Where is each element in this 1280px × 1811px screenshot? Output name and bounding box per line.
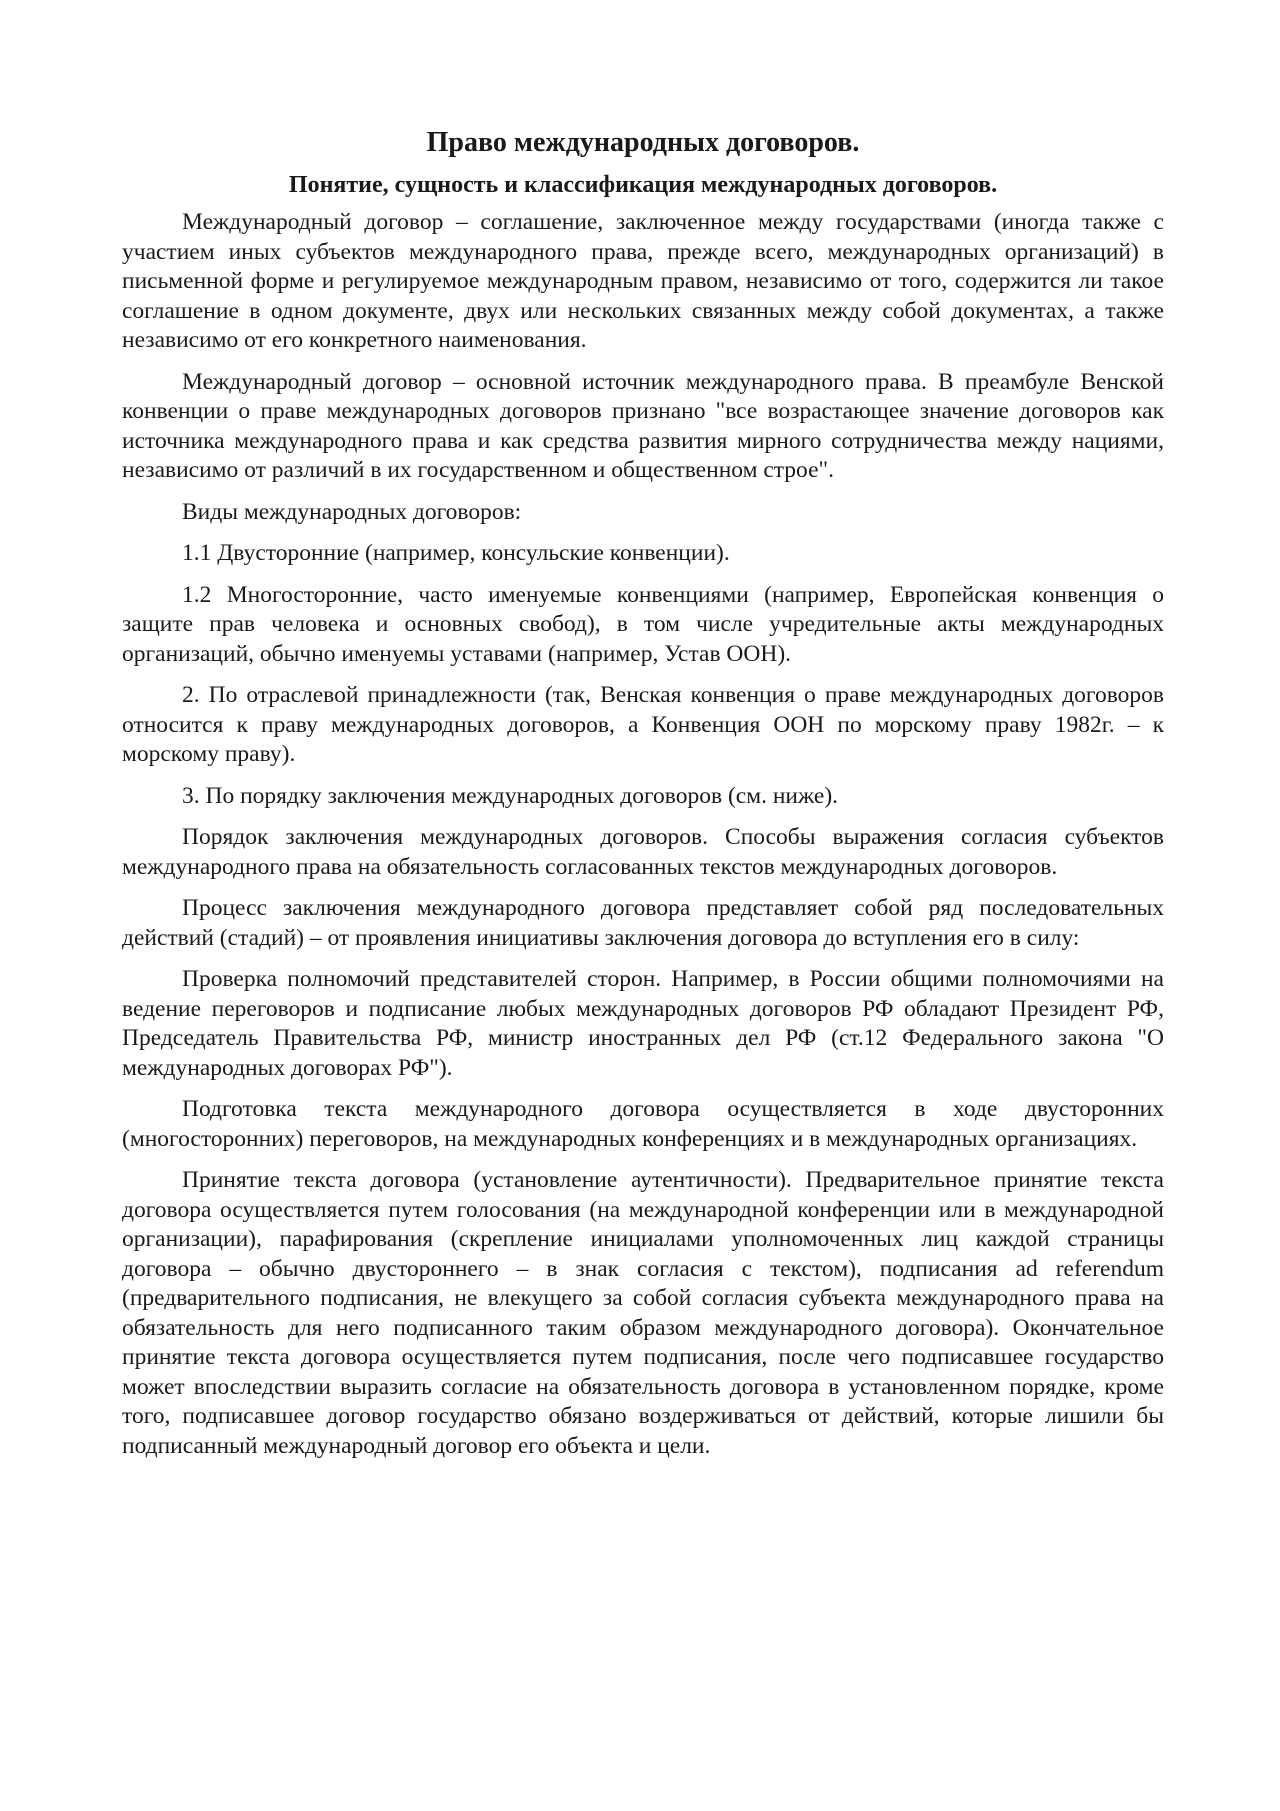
document-title: Право международных договоров. xyxy=(426,127,860,158)
paragraph-text-preparation: Подготовка текста международного договора осуществляется в ходе двусторонних (многосторонних) переговоров, на международных конференциях и в международных организациях. xyxy=(122,1096,1164,1152)
list-item-by-branch: 2. По отраслевой принадлежности (так, Венская конвенция о праве международных договоров относится к праву международных договоров, а Конвенция ООН по морскому праву 1982г. – к морскому праву). xyxy=(122,682,1164,767)
document-body xyxy=(122,125,1164,1473)
paragraph-main-source: Международный договор – основной источник международного права. В преамбуле Венской конвенции о праве международных договоров признано "все возрастающее значение договоров как источника международного права и как средства развития мирного сотрудничества между нациями, независимо от различий в их государственном и общественном строе". xyxy=(122,368,1164,483)
list-item-multilateral: 1.2 Многосторонние, часто именуемые конвенциями (например, Европейская конвенция о защите прав человека и основных свобод), в том числе учредительные акты международных организаций, обычно именуемы уставами (например, Устав ООН). xyxy=(122,581,1164,667)
list-item-by-procedure: 3. По порядку заключения международных договоров (см. ниже). xyxy=(182,782,839,809)
paragraph-definition: Международный договор – соглашение, заключенное между государствами (иногда также с участием иных субъектов международного права, прежде всего, международных организаций) в письменной форме и регулируемое международным правом, независимо от того, содержится ли такое соглашение в одном документе, двух или нескольких связанных между собой документах, а также независимо от его конкретного наименования. xyxy=(122,209,1164,353)
paragraph-process: Процесс заключения международного договора представляет собой ряд последовательных действий (стадий) – от проявления инициативы заключения договора до вступления его в силу: xyxy=(122,895,1164,951)
document-subtitle: Понятие, сущность и классификация международных договоров. xyxy=(288,172,998,198)
list-item-bilateral: 1.1 Двусторонние (например, консульские конвенции). xyxy=(182,540,730,566)
paragraph-credentials: Проверка полномочий представителей сторон. Например, в России общими полномочиями на ведение переговоров и подписание любых международных договоров РФ обладают Президент РФ, Председатель Правительства РФ, министр иностранных дел РФ (ст.12 Федерального закона "О международных договорах РФ"). xyxy=(122,966,1164,1081)
paragraph-conclusion-procedure: Порядок заключения международных договоров. Способы выражения согласия субъектов международного права на обязательность согласованных текстов международных договоров. xyxy=(122,824,1164,880)
paragraph-types-heading: Виды международных договоров: xyxy=(182,498,522,525)
paragraph-text-adoption: Принятие текста договора (установление аутентичности). Предварительное принятие текста договора осуществляется путем голосования (на международной конференции или в международной организации), парафирования (скрепление инициалами уполномоченных лиц каждой страницы договора – обычно двустороннего – в знак согласия с текстом), подписания ad referendum (предварительного подписания, не влекущего за собой согласия субъекта международного права на обязательность для него подписанного таким образом международного договора). Окончательное принятие текста договора осуществляется путем подписания, после чего подписавшее государство может впоследствии выразить согласие на обязательность договора в установленном порядке, кроме того, подписавшее договор государство обязано воздерживаться от действий, которые лишили бы подписанный международный договор его объекта и цели. xyxy=(122,1167,1164,1459)
